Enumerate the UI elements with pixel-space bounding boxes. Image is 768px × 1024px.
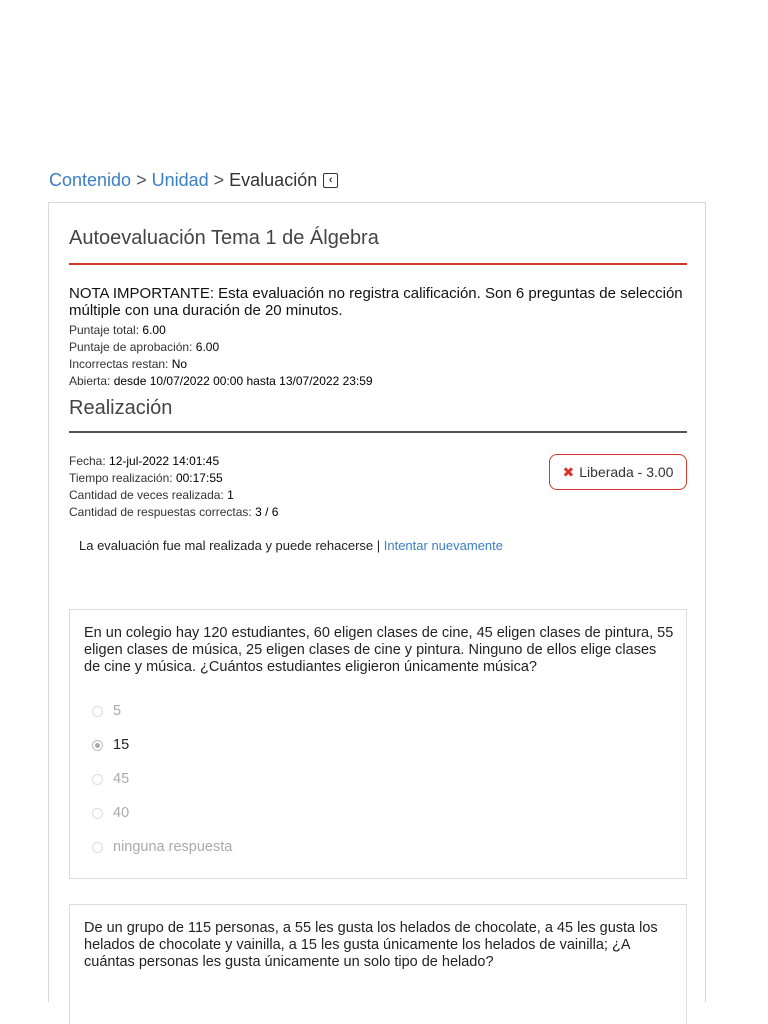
respuestas-correctas: Cantidad de respuestas correctas: 3 / 6 <box>69 505 279 519</box>
incorrectas-restan: Incorrectas restan: No <box>69 357 188 371</box>
abierta-range: Abierta: desde 10/07/2022 00:00 hasta 13/07/2022 23:59 <box>69 374 373 388</box>
breadcrumb-contenido-link[interactable]: Contenido <box>49 170 132 190</box>
realizacion-title: Realización <box>69 397 173 419</box>
answer-option[interactable]: 40 <box>92 805 129 821</box>
answer-option-selected[interactable]: 15 <box>92 737 129 753</box>
radio-checked-icon[interactable] <box>92 740 103 751</box>
question-text: En un colegio hay 120 estudiantes, 60 eligen clases de cine, 45 eligen clases de pintura, 55 eligen clases de música, 25 eligen clases de cine y pintura. Ninguno de ellos elige clases de cine y música. ¿Cuántos estudiantes eligieron únicamente música? <box>84 625 674 675</box>
veces-realizada: Cantidad de veces realizada: 1 <box>69 488 234 502</box>
answer-option[interactable]: 45 <box>92 771 129 787</box>
breadcrumb-current: Evaluación <box>229 170 318 190</box>
radio-icon[interactable] <box>92 808 103 819</box>
answer-option[interactable]: 5 <box>92 703 121 719</box>
section-divider <box>69 431 687 433</box>
breadcrumb-separator: > <box>136 170 147 190</box>
collapse-back-icon[interactable]: ‹ <box>323 173 338 188</box>
puntaje-total: Puntaje total: 6.00 <box>69 323 166 337</box>
tiempo-realizacion: Tiempo realización: 00:17:55 <box>69 471 223 485</box>
question-card <box>69 609 687 879</box>
breadcrumb-separator: > <box>213 170 225 190</box>
radio-icon[interactable] <box>92 706 103 717</box>
retry-notice: La evaluación fue mal realizada y puede rehacerse | Intentar nuevamente <box>79 538 503 553</box>
x-icon: ✖ <box>562 463 575 480</box>
fecha: Fecha: 12-jul-2022 14:01:45 <box>69 454 220 468</box>
evaluation-card <box>48 202 706 1002</box>
radio-icon[interactable] <box>92 774 103 785</box>
status-label: Liberada - 3.00 <box>579 464 674 480</box>
evaluation-title: Autoevaluación Tema 1 de Álgebra <box>69 227 379 249</box>
title-divider <box>69 263 687 265</box>
breadcrumb <box>49 170 338 191</box>
breadcrumb-unidad-link[interactable]: Unidad <box>151 170 209 190</box>
puntaje-aprobacion: Puntaje de aprobación: 6.00 <box>69 340 220 354</box>
question-card <box>69 904 687 1024</box>
retry-link[interactable]: Intentar nuevamente <box>383 538 503 553</box>
answer-option[interactable]: ninguna respuesta <box>92 839 232 855</box>
important-note: NOTA IMPORTANTE: Esta evaluación no registra calificación. Son 6 preguntas de selección múltiple con una duración de 20 minutos. <box>69 285 683 319</box>
question-text: De un grupo de 115 personas, a 55 les gusta los helados de chocolate, a 45 les gusta los helados de chocolate y vainilla, a 15 les gusta únicamente los helados de vainilla; ¿A cuántas personas les gusta únicamente un solo tipo de helado? <box>84 920 658 970</box>
radio-icon[interactable] <box>92 842 103 853</box>
status-badge <box>549 454 687 490</box>
